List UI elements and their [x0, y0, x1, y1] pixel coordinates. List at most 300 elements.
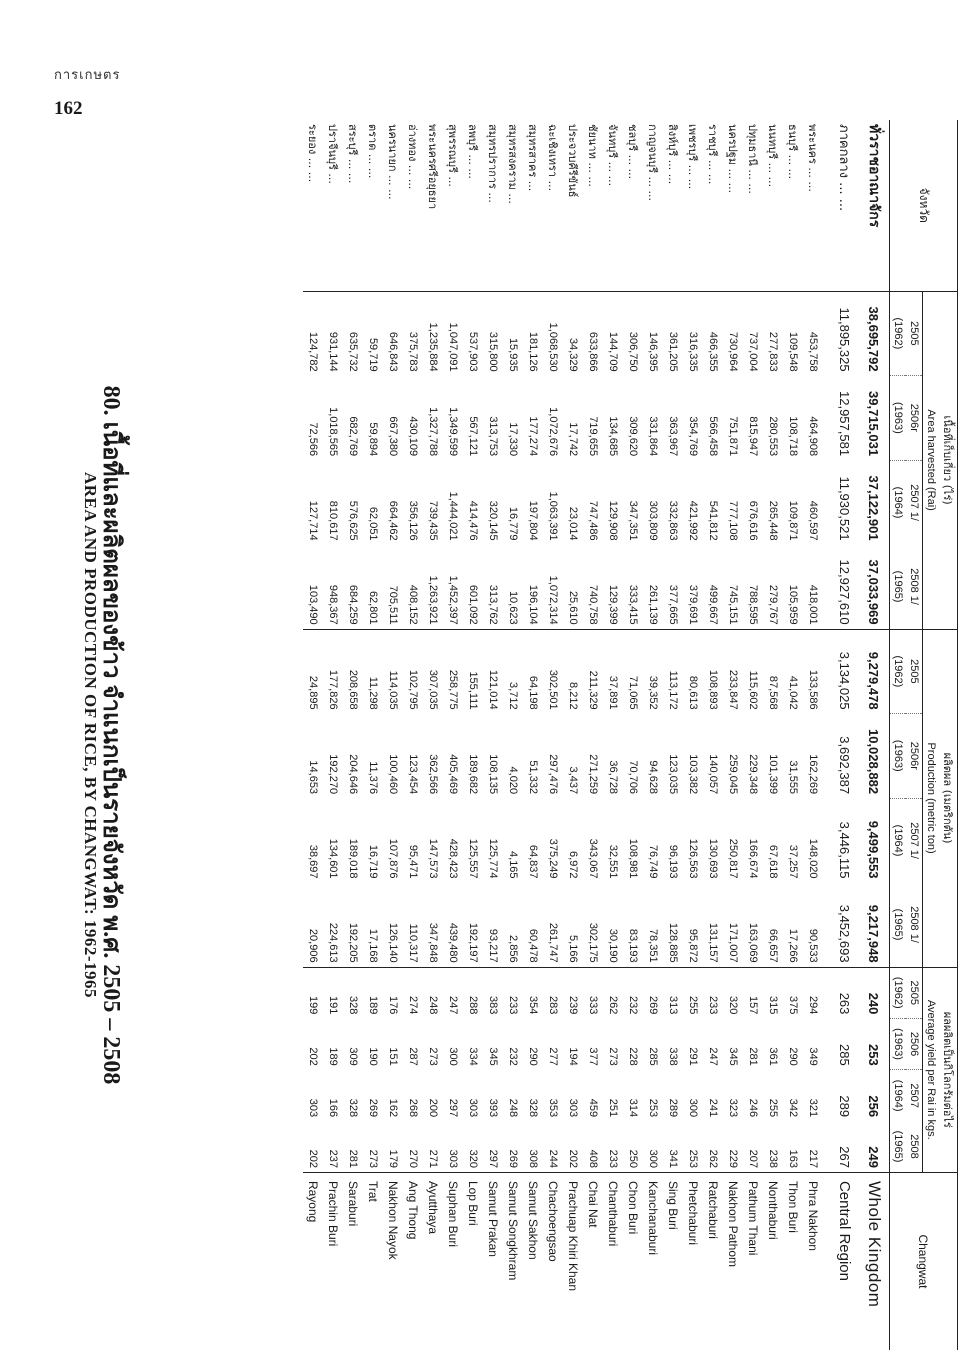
table-cell: 70,706: [627, 760, 639, 795]
table-row: [363, 120, 383, 1350]
table-cell: 124,782: [307, 331, 319, 372]
table-cell: 338: [667, 1047, 679, 1066]
table-cell: 288: [467, 996, 479, 1015]
year-ce-header: (1964): [890, 460, 907, 544]
table-cell: 37,033,969: [859, 545, 890, 630]
table-cell: 306,750: [627, 331, 639, 372]
changwat-thai: ชัยนาท ... ...: [583, 120, 603, 291]
table-cell: 777,108: [727, 500, 739, 541]
table-cell: 4,165: [507, 851, 519, 879]
table-cell: 646,843: [387, 331, 399, 372]
table-cell: 705,511: [383, 545, 403, 630]
table-cell: 428,423: [447, 838, 459, 879]
changwat-thai: สมุทรปราการ ...: [483, 120, 503, 291]
year-header: 2508: [906, 1121, 923, 1172]
changwat-thai: นครปฐม ... ...: [723, 120, 743, 291]
year-header: 2507 1/: [906, 460, 923, 544]
table-cell: 105,959: [783, 545, 803, 630]
spacer-cell: [823, 120, 831, 291]
changwat-thai: สมุทรสาคร ...: [523, 120, 543, 291]
table-cell: 197,804: [527, 500, 539, 541]
table-cell: 249: [859, 1121, 890, 1172]
changwat-thai: ปทุมธานี ... ...: [743, 120, 763, 291]
table-cell: 347,848: [423, 883, 443, 968]
row-spacer: [823, 120, 831, 1350]
table-cell: 12,957,581: [837, 391, 853, 457]
table-cell: 38,697: [307, 844, 319, 879]
table-cell: 269: [503, 1121, 523, 1172]
table-cell: 347,351: [627, 500, 639, 541]
table-cell: 109,871: [787, 500, 799, 541]
year-ce-header: (1965): [890, 1121, 907, 1172]
table-cell: 664,462: [387, 500, 399, 541]
table-cell: 224,613: [323, 883, 343, 968]
table-cell: 1,235,884: [427, 322, 439, 372]
table-cell: 93,217: [483, 883, 503, 968]
table-cell: 262: [703, 1121, 723, 1172]
table-row: [563, 120, 583, 1350]
changwat-thai: ราชบุรี ... ...: [703, 120, 723, 291]
table-cell: 271,259: [587, 754, 599, 795]
table-cell: 349: [807, 1047, 819, 1066]
changwat-en: Chachoengsao: [546, 1180, 560, 1262]
year-ce-header: (1965): [890, 883, 907, 968]
table-cell: 285: [647, 1047, 659, 1066]
group-yield-thai: ผลผลิตเป็นกิโลกรัมต่อไร่: [939, 967, 958, 1172]
table-cell: 109,548: [787, 331, 799, 372]
table-cell: 148,020: [807, 838, 819, 879]
table-cell: 208,658: [347, 669, 359, 710]
table-cell: 320: [463, 1121, 483, 1172]
table-cell: 20,906: [303, 883, 323, 968]
table-cell: 129,908: [607, 500, 619, 541]
table-cell: 308: [523, 1121, 543, 1172]
table-cell: 277,833: [767, 331, 779, 372]
table-cell: 343,067: [587, 838, 599, 879]
table-cell: 464,908: [807, 416, 819, 457]
changwat-thai: สิงห์บุรี ... ...: [663, 120, 683, 291]
table-cell: 414,476: [467, 500, 479, 541]
table-cell: 125,774: [487, 838, 499, 879]
changwat-en: Chon Buri: [626, 1180, 640, 1235]
changwat-en: Central Region: [836, 1180, 854, 1281]
table-cell: 285: [837, 1044, 853, 1066]
table-cell: 541,812: [707, 500, 719, 541]
table-cell: 110,317: [403, 883, 423, 968]
spacer-cell: [823, 460, 831, 544]
spacer-cell: [823, 545, 831, 630]
table-cell: 80,613: [687, 675, 699, 710]
table-cell: 66,657: [763, 883, 783, 968]
changwat-en: Chai Nat: [586, 1180, 600, 1228]
spacer-cell: [823, 1070, 831, 1121]
table-cell: 684,259: [343, 545, 363, 630]
table-cell: 23,014: [567, 506, 579, 541]
table-row: [603, 120, 623, 1350]
table-cell: 17,330: [507, 422, 519, 457]
table-row: [583, 120, 603, 1350]
table-cell: 287: [407, 1047, 419, 1066]
table-cell: 233: [507, 996, 519, 1015]
table-cell: 297: [483, 1121, 503, 1172]
table-cell: 4,020: [507, 766, 519, 795]
table-cell: 297,476: [547, 754, 559, 795]
table-row: [523, 120, 543, 1350]
changwat-thai: สุพรรณบุรี ...: [443, 120, 463, 291]
changwat-thai: ปราจีนบุรี ...: [323, 120, 343, 291]
changwat-thai: นนทบุรี ... ...: [763, 120, 783, 291]
table-cell: 815,947: [747, 416, 759, 457]
table-cell: 267: [831, 1121, 859, 1172]
table-cell: 78,351: [643, 883, 663, 968]
table-cell: 270: [403, 1121, 423, 1172]
table-row: [483, 120, 503, 1350]
table-cell: 83,193: [623, 883, 643, 968]
table-cell: 459: [587, 1098, 599, 1118]
table-cell: 576,625: [347, 500, 359, 541]
table-row: [743, 120, 763, 1350]
table-cell: 453,758: [807, 331, 819, 372]
table-cell: 316,335: [687, 331, 699, 372]
table-cell: 108,718: [787, 416, 799, 457]
table-cell: 3,134,025: [837, 651, 853, 710]
table-cell: 71,065: [627, 675, 639, 710]
table-cell: 1,072,314: [543, 545, 563, 630]
table-row: [323, 120, 343, 1350]
table-row: [831, 120, 859, 1350]
changwat-en: Samut Prakan: [486, 1180, 500, 1257]
table-cell: 635,732: [347, 331, 359, 372]
table-cell: 162,269: [807, 754, 819, 795]
table-cell: 17,266: [783, 883, 803, 968]
table-cell: 51,332: [527, 760, 539, 795]
table-cell: 466,355: [707, 331, 719, 372]
spacer-cell: [823, 714, 831, 798]
changwat-en: Whole Kingdom: [865, 1180, 884, 1308]
changwat-en: Prachin Buri: [326, 1180, 340, 1247]
table-cell: 375,249: [547, 838, 559, 879]
table-cell: 189: [367, 996, 379, 1015]
changwat-en: Pathum Thani: [746, 1180, 760, 1256]
table-cell: 6,972: [567, 851, 579, 879]
table-cell: 405,469: [447, 754, 459, 795]
table-cell: 101,399: [767, 754, 779, 795]
table-cell: 62,801: [363, 545, 383, 630]
table-cell: 393: [487, 1098, 499, 1118]
table-cell: 321: [807, 1098, 819, 1118]
table-row: [723, 120, 743, 1350]
year-header: 2508 1/: [906, 883, 923, 968]
table-cell: 302,501: [547, 669, 559, 710]
year-header: 2507: [906, 1070, 923, 1121]
table-cell: 103,490: [303, 545, 323, 630]
table-cell: 262: [607, 996, 619, 1015]
changwat-en: Sing Buri: [666, 1180, 680, 1230]
table-cell: 16,719: [367, 844, 379, 879]
table-cell: 1,444,021: [447, 491, 459, 541]
table-row: [703, 120, 723, 1350]
table-cell: 163,069: [743, 883, 763, 968]
spacer-cell: [823, 1121, 831, 1172]
table-cell: 283: [547, 996, 559, 1015]
table-cell: 9,217,948: [859, 883, 890, 968]
table-cell: 1,327,788: [427, 407, 439, 457]
table-cell: 41,042: [787, 675, 799, 710]
table-row: [683, 120, 703, 1350]
table-cell: 273: [607, 1047, 619, 1066]
col-header-en: Changwat: [916, 1234, 931, 1289]
year-ce-header: (1963): [890, 1018, 907, 1069]
table-cell: 363,967: [667, 416, 679, 457]
changwat-en: Phetchaburi: [686, 1180, 700, 1245]
table-cell: 354,769: [687, 416, 699, 457]
table-cell: 199: [307, 996, 319, 1015]
table-cell: 39,352: [647, 675, 659, 710]
table-cell: 244: [543, 1121, 563, 1172]
table-cell: 131,157: [703, 883, 723, 968]
table-cell: 328: [527, 1098, 539, 1118]
spacer-cell: [823, 883, 831, 968]
table-cell: 328: [347, 1098, 359, 1118]
changwat-en: Ratchaburi: [706, 1180, 720, 1239]
page-number: 162: [54, 98, 83, 119]
year-ce-header: (1963): [890, 376, 907, 460]
year-ce-header: (1962): [890, 629, 907, 713]
changwat-thai: สมุทรสงคราม ...: [503, 120, 523, 291]
table-row: [503, 120, 523, 1350]
changwat-en: Prachuap Khiri Khan: [566, 1180, 580, 1292]
table-cell: 258,775: [447, 669, 459, 710]
table-cell: 719,655: [587, 416, 599, 457]
table-cell: 166: [327, 1098, 339, 1118]
table-cell: 279,767: [763, 545, 783, 630]
table-cell: 126,563: [687, 838, 699, 879]
table-cell: 248: [427, 996, 439, 1015]
changwat-en: Nakhon Nayok: [386, 1180, 400, 1260]
table-cell: 300: [447, 1047, 459, 1066]
table-cell: 9,279,478: [866, 651, 882, 710]
table-cell: 11,298: [367, 676, 379, 710]
table-cell: 255: [767, 1098, 779, 1118]
table-cell: 271: [423, 1121, 443, 1172]
table-cell: 320,145: [487, 500, 499, 541]
changwat-thai: ชลบุรี ... ...: [623, 120, 643, 291]
table-cell: 682,769: [347, 416, 359, 457]
table-cell: 323: [727, 1098, 739, 1118]
table-cell: 281: [343, 1121, 363, 1172]
table-cell: 204,646: [347, 754, 359, 795]
table-row: [859, 120, 890, 1350]
table-cell: 211,329: [587, 670, 599, 710]
table-cell: 281: [747, 1047, 759, 1066]
group-production-thai: ผลิตผล (เมตริกตัน): [939, 629, 958, 967]
table-cell: 233: [707, 996, 719, 1015]
year-header: 2506r: [906, 714, 923, 798]
table-cell: 745,151: [723, 545, 743, 630]
table-cell: 59,894: [367, 422, 379, 457]
spacer-cell: [823, 291, 831, 375]
table-cell: 253: [647, 1098, 659, 1118]
table-row: [463, 120, 483, 1350]
table-cell: 1,018,565: [327, 407, 339, 457]
table-row: [303, 120, 323, 1350]
table-cell: 747,486: [587, 500, 599, 541]
table-cell: 238: [763, 1121, 783, 1172]
table-cell: 232: [627, 996, 639, 1015]
table-cell: 3,446,115: [837, 821, 853, 879]
table-cell: 408: [583, 1121, 603, 1172]
table-title: 80. เนื้อที่และผลิตผลของข้าว จำแนกเป็นรายจังหวัด พ.ศ. 2505 – 2508: [98, 385, 124, 1085]
table-cell: 269: [367, 1098, 379, 1118]
table-cell: 181,126: [527, 331, 539, 372]
table-row: [803, 120, 823, 1350]
table-cell: 14,653: [307, 760, 319, 795]
table-cell: 11,895,325: [837, 307, 853, 372]
col-header-thai: จังหวัด: [890, 120, 958, 291]
rice-table: [303, 120, 958, 1350]
table-cell: 95,872: [683, 883, 703, 968]
table-cell: 1,047,091: [447, 322, 459, 372]
table-cell: 102,795: [407, 669, 419, 710]
table-cell: 418,001: [803, 545, 823, 630]
table-cell: 10,623: [503, 545, 523, 630]
table-cell: 633,866: [587, 331, 599, 372]
table-cell: 96,193: [667, 844, 679, 879]
table-cell: 15,935: [507, 337, 519, 372]
table-cell: 361,205: [667, 331, 679, 372]
table-row: [663, 120, 683, 1350]
changwat-thai: เพชรบุรี ... ...: [683, 120, 703, 291]
group-area-en: Area harvested (Rai): [923, 291, 940, 629]
table-cell: 5,166: [563, 883, 583, 968]
table-cell: 140,057: [707, 754, 719, 795]
table-cell: 1,452,397: [443, 545, 463, 630]
table-cell: 162: [387, 1098, 399, 1118]
table-cell: 103,382: [687, 754, 699, 795]
table-cell: 730,964: [727, 331, 739, 372]
table-cell: 127,714: [307, 500, 319, 541]
table-cell: 788,595: [743, 545, 763, 630]
table-cell: 100,460: [387, 754, 399, 795]
table-cell: 3,452,693: [831, 883, 859, 968]
table-cell: 130,693: [707, 838, 719, 879]
changwat-thai: ระยอง ... ...: [303, 120, 323, 291]
changwat-en: Nakhon Pathom: [726, 1180, 740, 1267]
table-cell: 10,028,882: [866, 728, 882, 795]
table-cell: 202: [303, 1121, 323, 1172]
table-cell: 273: [427, 1047, 439, 1066]
table-cell: 537,903: [467, 331, 479, 372]
table-cell: 108,893: [707, 669, 719, 710]
table-cell: 115,602: [747, 670, 759, 710]
table-cell: 328: [347, 996, 359, 1015]
changwat-thai: ตราด ... ...: [363, 120, 383, 291]
table-row: [343, 120, 363, 1350]
spacer-cell: [823, 1018, 831, 1069]
changwat-en: Ayutthaya: [426, 1180, 440, 1235]
table-cell: 303: [567, 1098, 579, 1118]
table-cell: 931,144: [327, 331, 339, 372]
table-cell: 302,175: [583, 883, 603, 968]
group-area-thai: เนื้อที่เก็บเกี่ยว (ไร่): [939, 291, 958, 629]
table-cell: 177,274: [527, 416, 539, 457]
table-cell: 1,068,530: [547, 322, 559, 372]
table-cell: 232: [507, 1047, 519, 1066]
table-cell: 189,682: [467, 754, 479, 795]
table-row: [383, 120, 403, 1350]
table-row: [783, 120, 803, 1350]
table-cell: 176: [387, 996, 399, 1015]
table-cell: 2,856: [503, 883, 523, 968]
table-cell: 177,826: [327, 669, 339, 710]
table-cell: 320: [727, 996, 739, 1015]
table-cell: 147,573: [427, 838, 439, 879]
table-cell: 39,715,031: [866, 391, 882, 457]
changwat-en: Nonthaburi: [766, 1180, 780, 1240]
table-cell: 171,007: [723, 883, 743, 968]
table-cell: 1,263,921: [423, 545, 443, 630]
table-cell: 90,533: [803, 883, 823, 968]
table-cell: 107,876: [387, 838, 399, 879]
table-cell: 95,471: [407, 844, 419, 879]
year-header: 2505: [906, 967, 923, 1018]
changwat-en: Samut Songkhram: [506, 1180, 520, 1281]
table-cell: 129,399: [603, 545, 623, 630]
table-cell: 1,063,391: [547, 491, 559, 541]
table-cell: 94,628: [647, 760, 659, 795]
table-cell: 253: [683, 1121, 703, 1172]
table-cell: 567,121: [467, 416, 479, 457]
table-cell: 192,270: [327, 754, 339, 795]
table-cell: 191: [327, 996, 339, 1015]
table-cell: 113,172: [667, 670, 679, 710]
table-cell: 166,674: [747, 838, 759, 879]
year-ce-header: (1964): [890, 1070, 907, 1121]
running-header: การเกษตร: [54, 68, 121, 83]
table-cell: 361: [767, 1047, 779, 1066]
table-cell: 207: [743, 1121, 763, 1172]
table-cell: 751,871: [727, 416, 739, 457]
table-cell: 163: [783, 1121, 803, 1172]
table-cell: 332,863: [667, 500, 679, 541]
table-cell: 379,691: [683, 545, 703, 630]
table-cell: 290: [787, 1047, 799, 1066]
group-production-en: Production (metric ton): [923, 629, 940, 967]
table-cell: 121,014: [487, 669, 499, 710]
table-cell: 331,864: [647, 416, 659, 457]
table-cell: 265,448: [767, 500, 779, 541]
table-cell: 354: [527, 996, 539, 1015]
changwat-en: Ang Thong: [406, 1180, 420, 1240]
table-cell: 241: [707, 1098, 719, 1118]
table-cell: 303: [443, 1121, 463, 1172]
table-cell: 196,104: [523, 545, 543, 630]
spacer-cell: [823, 376, 831, 460]
table-cell: 3,692,387: [837, 736, 853, 795]
table-cell: 948,367: [323, 545, 343, 630]
table-cell: 144,709: [607, 331, 619, 372]
table-cell: 353: [547, 1098, 559, 1118]
table-cell: 268: [407, 1098, 419, 1118]
table-cell: 87,568: [767, 675, 779, 710]
table-cell: 342: [787, 1098, 799, 1118]
spacer-cell: [823, 629, 831, 713]
table-cell: 12,927,610: [831, 545, 859, 630]
table-cell: 345: [487, 1047, 499, 1066]
table-cell: 240: [866, 992, 882, 1015]
table-cell: 263: [837, 992, 853, 1015]
table-cell: 11,376: [367, 761, 379, 795]
